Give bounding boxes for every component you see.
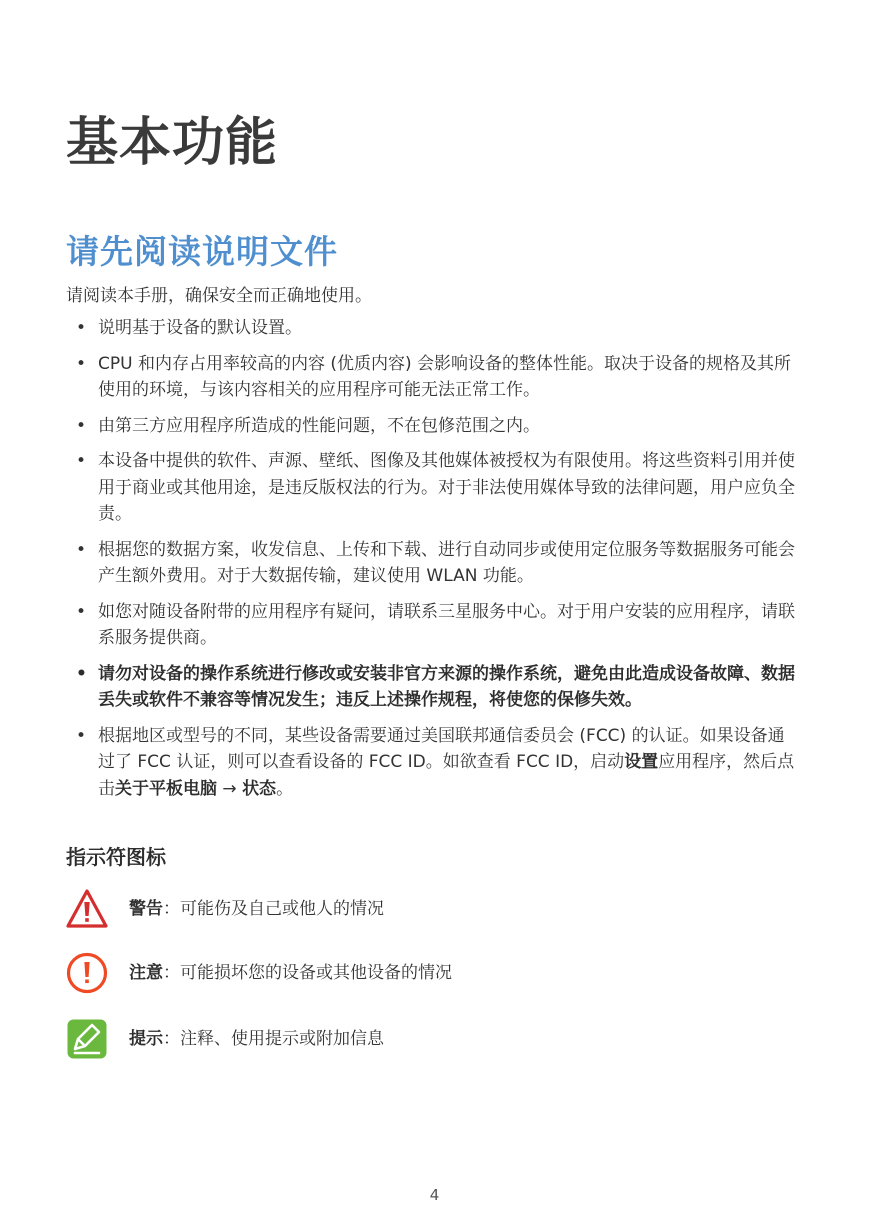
caution-text: 可能损坏您的设备或其他设备的情况 xyxy=(180,963,452,983)
list-item xyxy=(66,448,796,528)
list-item-text: 本设备中提供的软件、声源、壁纸、图像及其他媒体被授权为有限使用。将这些资料引用并使用于商业或其他用途，是违反版权法的行为。对于非法使用媒体导致的法律问题，用户应负全责。 xyxy=(98,451,795,524)
list-item-text: 根据您的数据方案，收发信息、上传和下载、进行自动同步或使用定位服务等数据服务可能会产生额外费用。对于大数据传输，建议使用 WLAN 功能。 xyxy=(98,539,795,586)
fcc-text-end: 。 xyxy=(276,778,294,799)
fcc-text: 根据地区或型号的不同，某些设备需要通过美国联邦通信委员会 (FCC) 的认证。如果设备通过了 FCC 认证，则可以查看设备的 FCC ID。如欲查看 FCC ID，启动 xyxy=(98,725,785,772)
list-item-text: 由第三方应用程序所造成的性能问题，不在包修范围之内。 xyxy=(98,415,540,436)
caution-label: 注意 xyxy=(129,963,163,983)
list-item-warning xyxy=(66,661,796,714)
bullet-dot: • xyxy=(76,318,87,338)
warning-description xyxy=(129,896,384,922)
warning-row xyxy=(66,887,766,931)
list-item-text: 如您对随设备附带的应用程序有疑问，请联系三星服务中心。对于用户安装的应用程序，请联系服务提供商。 xyxy=(98,601,795,648)
list-item-text: CPU 和内存占用率较高的内容 (优质内容) 会影响设备的整体性能。取决于设备的规格及其所使用的环境，与该内容相关的应用程序可能无法正常工作。 xyxy=(98,353,792,400)
section-title: 请先阅读说明文件 xyxy=(66,232,338,271)
bullet-dot: • xyxy=(76,415,87,436)
status-menu: 状态 xyxy=(242,778,277,799)
list-item-text: 说明基于设备的默认设置。 xyxy=(98,318,302,338)
bullet-dot: • xyxy=(76,663,87,684)
bullet-dot: • xyxy=(76,451,87,471)
caution-row xyxy=(66,951,766,995)
warning-triangle-icon xyxy=(66,888,108,930)
list-item xyxy=(66,599,796,652)
warning-separator: ： xyxy=(163,899,180,919)
list-item-text: 请勿对设备的操作系统进行修改或安装非官方来源的操作系统，避免由此造成设备故障、数据丢失或软件不兼容等情况发生；违反上述操作规程，将使您的保修失效。 xyxy=(98,663,795,710)
warning-label: 警告 xyxy=(129,899,163,919)
list-item-fcc xyxy=(66,723,796,803)
warning-text: 可能伤及自己或他人的情况 xyxy=(180,899,384,919)
settings-app-name: 设置 xyxy=(624,752,659,772)
caution-circle-icon xyxy=(66,952,108,994)
about-tablet-menu: 关于平板电脑 xyxy=(115,778,217,799)
bullet-dot: • xyxy=(76,601,87,622)
list-item xyxy=(66,413,796,440)
note-row xyxy=(66,1017,766,1061)
arrow-text: → xyxy=(217,778,243,799)
note-separator: ： xyxy=(163,1029,180,1049)
bullet-dot: • xyxy=(76,725,87,746)
list-item xyxy=(66,351,796,404)
fcc-text-2: 应用程序，然后点击 xyxy=(98,752,795,799)
note-description xyxy=(129,1026,384,1052)
caution-separator: ： xyxy=(163,963,180,983)
icons-heading: 指示符图标 xyxy=(66,845,166,869)
page-title: 基本功能 xyxy=(66,113,279,173)
bullet-dot: • xyxy=(76,539,87,560)
list-item xyxy=(66,315,796,342)
list-item xyxy=(66,537,796,590)
intro-text: 请阅读本手册，确保安全而正确地使用。 xyxy=(66,286,372,306)
note-text: 注释、使用提示或附加信息 xyxy=(180,1029,384,1049)
caution-description xyxy=(129,960,452,986)
bullet-list xyxy=(66,315,796,811)
page-number: 4 xyxy=(429,1186,440,1204)
note-label: 提示 xyxy=(129,1029,163,1049)
bullet-dot: • xyxy=(76,353,87,374)
note-pencil-icon xyxy=(66,1018,108,1060)
